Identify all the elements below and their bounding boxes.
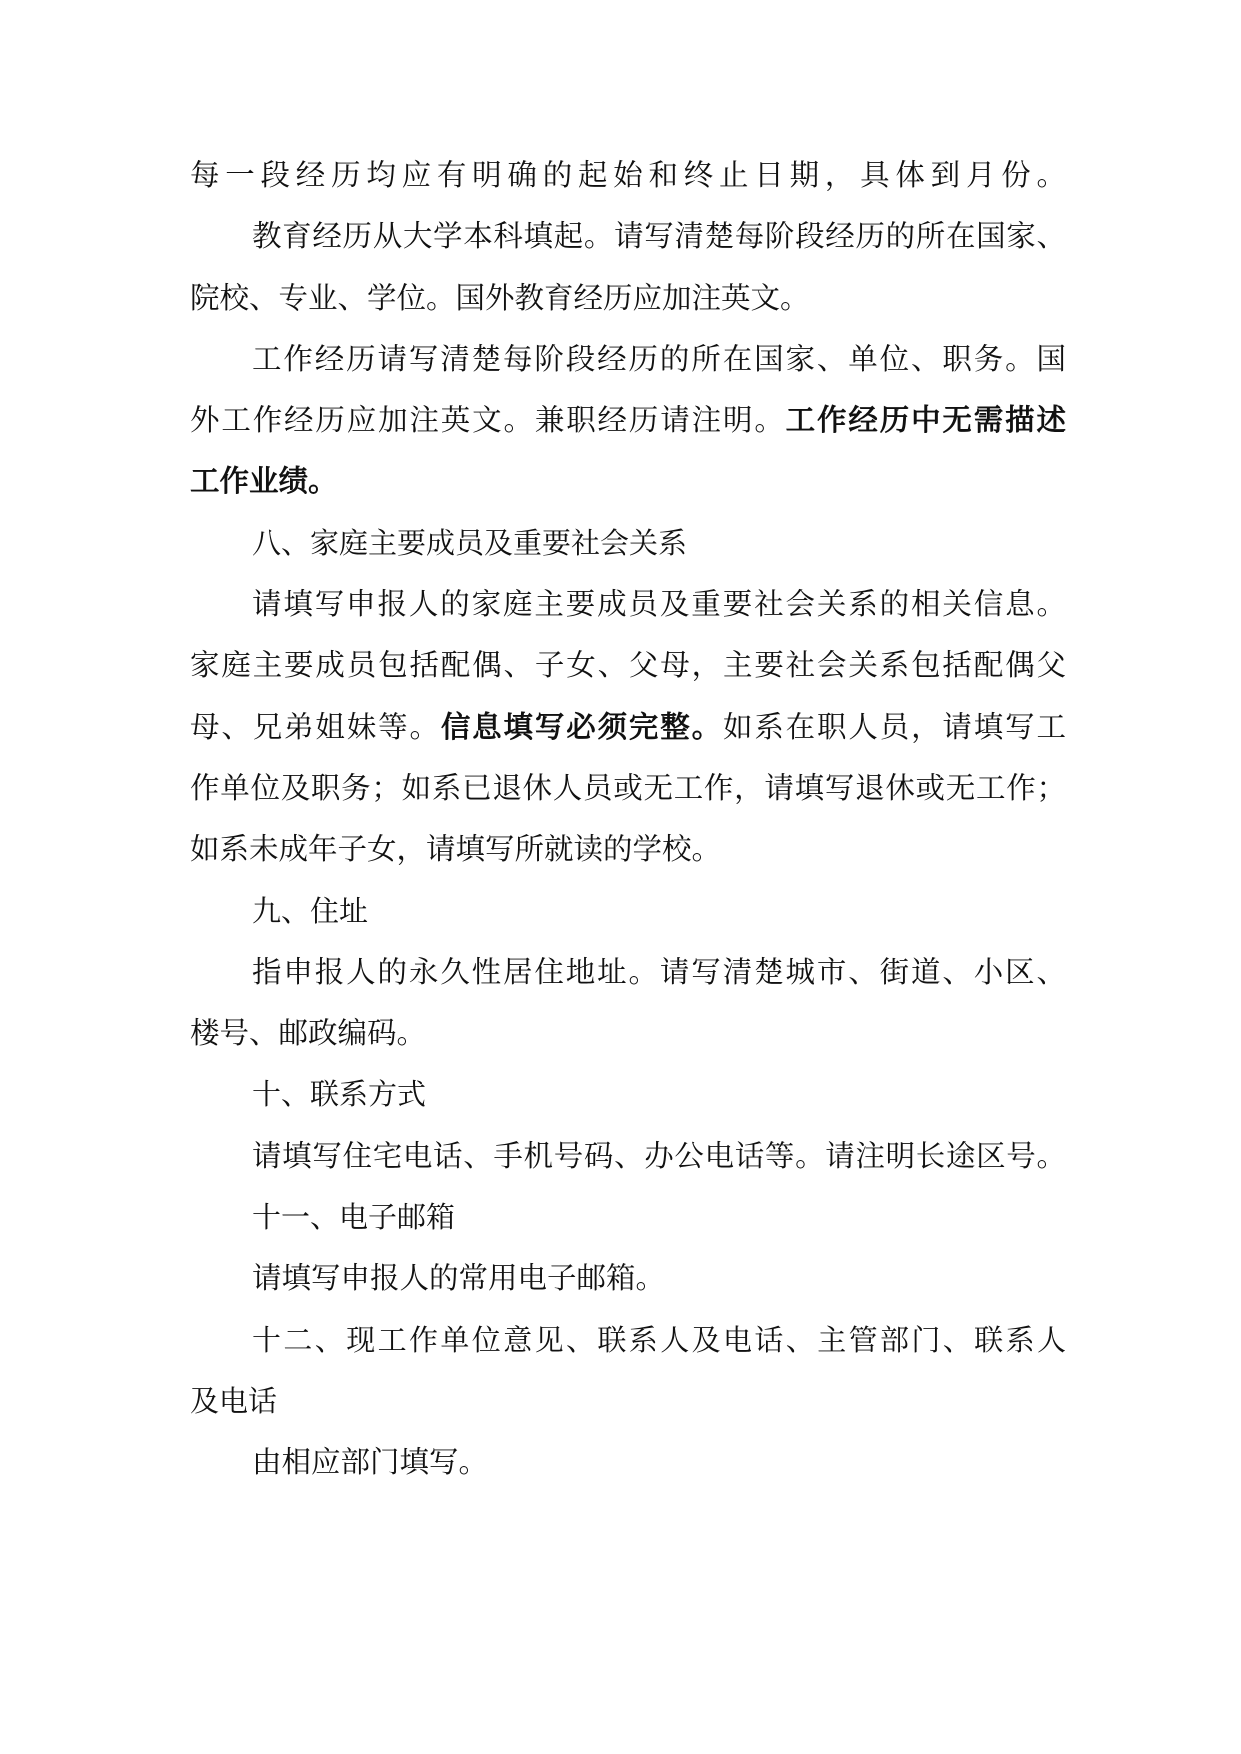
text-line (190, 390, 1066, 451)
text-line (190, 819, 1066, 880)
section-heading-line (190, 1187, 1066, 1248)
text-segment: 请填写住宅电话、手机号码、办公电话等。请注明长途区号。 (252, 1138, 1066, 1173)
text-segment: 楼号、邮政编码。 (190, 1016, 427, 1051)
text-segment: 十二、现工作单位意见、联系人及电话、主管部门、联系人 (252, 1322, 1066, 1357)
text-segment: 如系在职人员，请填写工 (722, 709, 1066, 744)
text-segment: 如系未成年子女，请填写所就读的学校。 (190, 832, 722, 867)
section-heading-line (190, 1371, 1066, 1432)
text-segment: 九、住址 (252, 893, 369, 928)
text-segment: 院校、专业、学位。国外教育经历应加注英文。 (190, 280, 810, 315)
section-heading-line (190, 881, 1066, 942)
text-line (190, 1248, 1066, 1309)
text-segment: 外工作经历应加注英文。兼职经历请注明。 (190, 403, 786, 438)
text-line (190, 206, 1066, 267)
text-line (190, 145, 1066, 206)
bold-text: 工作经历中无需描述 (785, 403, 1066, 438)
text-line (190, 1432, 1066, 1493)
text-segment: 十一、电子邮箱 (252, 1200, 456, 1235)
section-heading-line (190, 1310, 1066, 1371)
text-segment: 家庭主要成员包括配偶、子女、父母，主要社会关系包括配偶父 (190, 648, 1066, 683)
document-page (190, 145, 1066, 1494)
section-heading-line (190, 1064, 1066, 1125)
text-segment: 教育经历从大学本科填起。请写清楚每阶段经历的所在国家、 (252, 219, 1066, 254)
section-heading-line (190, 513, 1066, 574)
text-line (190, 574, 1066, 635)
text-segment: 指申报人的永久性居住地址。请写清楚城市、街道、小区、 (252, 954, 1066, 989)
text-line (190, 758, 1066, 819)
text-segment: 由相应部门填写。 (252, 1445, 489, 1480)
text-line (190, 451, 1066, 512)
text-line (190, 1126, 1066, 1187)
text-segment: 请填写申报人的家庭主要成员及重要社会关系的相关信息。 (252, 587, 1066, 622)
bold-text: 信息填写必须完整。 (440, 709, 723, 744)
text-line (190, 697, 1066, 758)
text-segment: 及电话 (190, 1383, 278, 1418)
text-line (190, 1003, 1066, 1064)
text-segment: 请填写申报人的常用电子邮箱。 (252, 1261, 666, 1296)
bold-text: 工作业绩。 (190, 464, 338, 499)
text-line (190, 329, 1066, 390)
text-line (190, 942, 1066, 1003)
text-segment: 十、联系方式 (252, 1077, 427, 1112)
text-segment: 母、兄弟姐妹等。 (190, 709, 441, 744)
text-segment: 八、家庭主要成员及重要社会关系 (252, 525, 688, 560)
text-line (190, 268, 1066, 329)
text-segment: 工作经历请写清楚每阶段经历的所在国家、单位、职务。国 (252, 341, 1066, 376)
text-segment: 作单位及职务；如系已退休人员或无工作，请填写退休或无工作； (190, 770, 1066, 805)
text-segment: 每一段经历均应有明确的起始和终止日期，具体到月份。 (190, 158, 1066, 192)
text-line (190, 635, 1066, 696)
